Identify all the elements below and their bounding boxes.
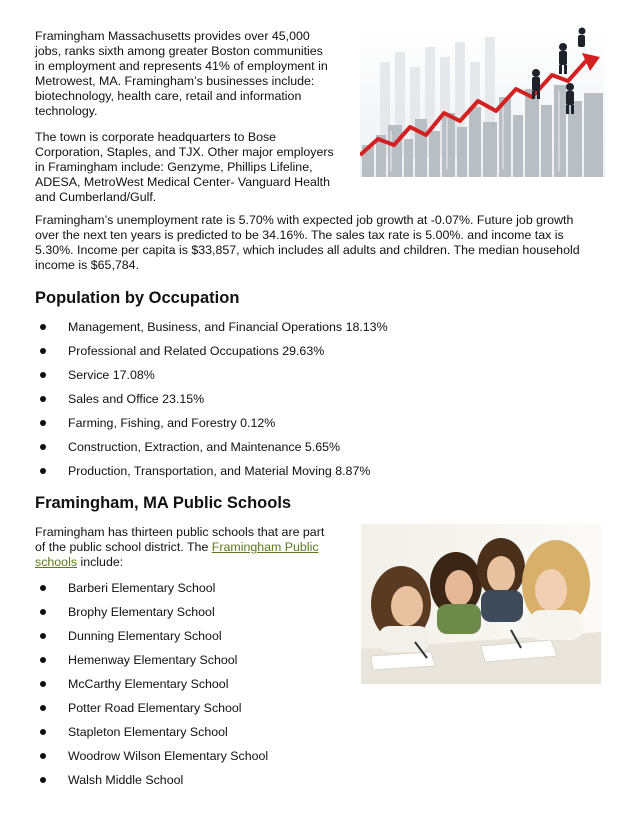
text-line: ADESA, MetroWest Medical Center- Vanguard Health [35,175,330,189]
students-studying-photo [361,524,601,684]
text-line: technology. [35,104,98,118]
list-item: Hemenway Elementary School [40,648,268,672]
schools-list [40,576,268,792]
occupation-heading: Population by Occupation [35,289,240,307]
text-line: Metrowest, MA. Framingham’s businesses include: [35,74,315,88]
list-item: Walsh Middle School [40,768,268,792]
text-line [35,555,355,570]
list-item: Barberi Elementary School [40,576,268,600]
list-item: Production, Transportation, and Material Moving 8.87% [40,459,388,483]
text-fragment: of the public school district. The [35,540,212,554]
intro-paragraph-1 [35,29,355,119]
framingham-public-schools-link-continued[interactable]: schools [35,555,78,569]
text-line: jobs, ranks sixth among greater Boston communities [35,44,323,58]
text-line: and Cumberland/Gulf. [35,190,157,204]
list-item: Brophy Elementary School [40,600,268,624]
text-line: over the next ten years is predicted to be 34.16%. The sales tax rate is 5.00%. and income tax is [35,228,564,242]
text-line: 5.30%. Income per capita is $33,857, which includes all adults and children. The median household [35,243,580,257]
text-line [35,540,355,555]
list-item: Farming, Fishing, and Forestry 0.12% [40,411,388,435]
text-line: Framingham has thirteen public schools that are part [35,525,325,539]
framingham-public-schools-link[interactable]: Framingham Public [211,540,319,554]
list-item: Construction, Extraction, and Maintenance 5.65% [40,435,388,459]
intro-paragraph-2 [35,130,355,205]
text-line: Corporation, Staples, and TJX. Other major employers [35,145,334,159]
schools-intro [35,525,355,570]
list-item: Woodrow Wilson Elementary School [40,744,268,768]
business-growth-illustration [360,27,605,177]
list-item: Sales and Office 23.15% [40,387,388,411]
list-item: Management, Business, and Financial Operations 18.13% [40,315,388,339]
list-item: Dunning Elementary School [40,624,268,648]
list-item: Service 17.08% [40,363,388,387]
text-line: Framingham’s unemployment rate is 5.70% with expected job growth at -0.07%. Future job growth [35,213,574,227]
occupation-list [40,315,388,483]
list-item: Stapleton Elementary School [40,720,268,744]
economy-paragraph [35,213,615,273]
text-line: Framingham Massachusetts provides over 45,000 [35,29,310,43]
list-item: Potter Road Elementary School [40,696,268,720]
text-line: The town is corporate headquarters to Bose [35,130,277,144]
text-line: biotechnology, health care, retail and information [35,89,302,103]
text-fragment: include: [77,555,124,569]
list-item: McCarthy Elementary School [40,672,268,696]
text-line: income is $65,784. [35,258,140,272]
schools-heading: Framingham, MA Public Schools [35,494,292,512]
list-item: Professional and Related Occupations 29.63% [40,339,388,363]
text-line: in Framingham include: Genzyme, Phillips Lifeline, [35,160,313,174]
text-line: in employment and represents 41% of employment in [35,59,328,73]
